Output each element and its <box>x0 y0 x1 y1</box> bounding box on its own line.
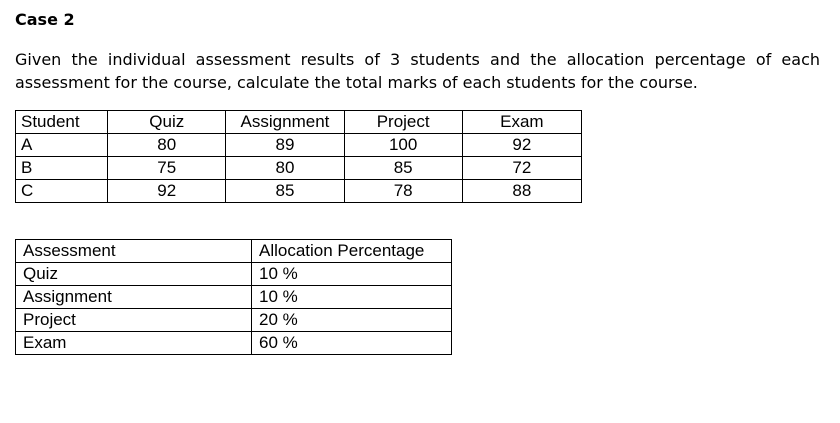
table-row <box>16 157 582 180</box>
header-allocation-percentage: Allocation Percentage <box>252 240 452 263</box>
results-header-row <box>16 111 582 134</box>
student-name: C <box>16 180 108 203</box>
exam-score: 72 <box>462 157 581 180</box>
allocation-value: 60 % <box>252 332 452 355</box>
header-assignment: Assignment <box>226 111 344 134</box>
header-project: Project <box>344 111 462 134</box>
allocation-value: 10 % <box>252 263 452 286</box>
assessment-name: Project <box>16 309 252 332</box>
header-student: Student <box>16 111 108 134</box>
assignment-score: 89 <box>226 134 344 157</box>
table-row <box>16 332 452 355</box>
allocation-table <box>15 239 452 355</box>
table-row <box>16 180 582 203</box>
header-quiz: Quiz <box>108 111 226 134</box>
project-score: 100 <box>344 134 462 157</box>
project-score: 85 <box>344 157 462 180</box>
assignment-score: 80 <box>226 157 344 180</box>
results-table <box>15 110 582 203</box>
assessment-name: Assignment <box>16 286 252 309</box>
quiz-score: 92 <box>108 180 226 203</box>
allocation-value: 10 % <box>252 286 452 309</box>
exam-score: 88 <box>462 180 581 203</box>
table-row <box>16 134 582 157</box>
header-assessment: Assessment <box>16 240 252 263</box>
assessment-name: Exam <box>16 332 252 355</box>
table-row <box>16 309 452 332</box>
allocation-value: 20 % <box>252 309 452 332</box>
student-name: B <box>16 157 108 180</box>
project-score: 78 <box>344 180 462 203</box>
table-row <box>16 286 452 309</box>
table-row <box>16 263 452 286</box>
allocation-header-row <box>16 240 452 263</box>
assignment-score: 85 <box>226 180 344 203</box>
quiz-score: 75 <box>108 157 226 180</box>
assessment-name: Quiz <box>16 263 252 286</box>
quiz-score: 80 <box>108 134 226 157</box>
exam-score: 92 <box>462 134 581 157</box>
header-exam: Exam <box>462 111 581 134</box>
problem-description: Given the individual assessment results of 3 students and the allocation percentage of each assessment for the course, calculate the total marks of each students for the course. <box>15 50 820 92</box>
student-name: A <box>16 134 108 157</box>
case-heading: Case 2 <box>15 10 75 29</box>
